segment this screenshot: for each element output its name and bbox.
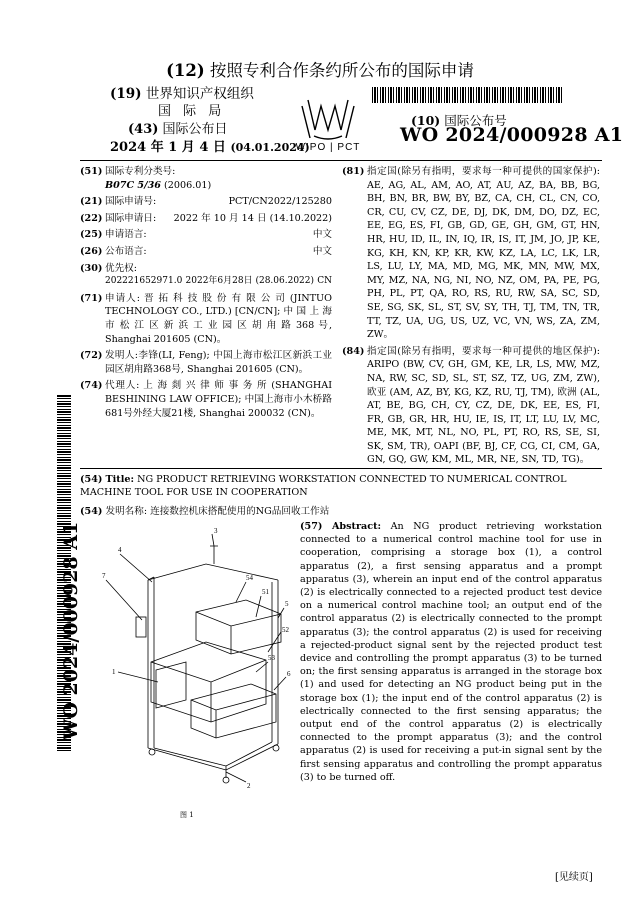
titles-block (80, 473, 602, 518)
side-publication-number: WO 2024/000928 A1 (60, 521, 82, 740)
field-30: (30) 优先权: 202221652971.0 2022年6月28日 (28.06.2022) CN (80, 262, 332, 287)
svg-text:51: 51 (262, 588, 269, 596)
svg-text:2: 2 (247, 782, 251, 790)
publication-number: WO 2024/000928 A1 (400, 124, 624, 146)
svg-text:6: 6 (287, 670, 291, 678)
title-en: (54) Title: NG PRODUCT RETRIEVING WORKSTATION CONNECTED TO NUMERICAL CONTROL MACHINE TOOL FOR USE IN COOPERATION (80, 474, 567, 498)
field-25: (25) 申请语言: 中文 (80, 229, 332, 241)
field-26: (26) 公布语言: 中文 (80, 245, 332, 257)
field-81: (81) 指定国(除另有指明，要求每一种可提供的国家保护): AE, AG, AL, AM, AO, AT, AU, AZ, BA, BB, BG, BH, BN, BR, BW, BY, BZ, CA, CH, CL, CN, CO, CR, CU, CV, CZ, DE, DJ, DK, DM, DO, DZ, EC, EE, EG, ES, FI, GB, GD, GE, GH, GM, GT, HN, HR, HU, ID, IL, IN, IQ, IR, IS, IT, JM, JO, JP, KE, KG, KH, KN, KP, KR, KW, KZ, LA, LC, LK, LR, LS, LU, LY, MA, MD, MG, MK, MN, MW, MX, MY, MZ, NA, NG, NI, NO, NZ, OM, PA, PE, PG, PH, PL, PT, QA, RO, RS, RU, RW, SA, SC, SD, SE, SG, SK, SL, ST, SV, SY, TH, TJ, TM, TN, TR, TT, TZ, UA, UG, US, UZ, VC, VN, WS, ZA, ZM, ZW。 (342, 166, 600, 341)
svg-text:3: 3 (214, 527, 218, 535)
svg-text:52: 52 (282, 626, 289, 634)
bibliographic-right-column (342, 165, 600, 470)
svg-text:1: 1 (112, 668, 116, 676)
continued-note: [见续页] (555, 872, 593, 883)
field-21: (21) 国际申请号: PCT/CN2022/125280 (80, 196, 332, 208)
organization-block: (19) 世界知识产权组织 国 际 局 (110, 86, 254, 119)
publication-number-label: (10) 国际公布号 (411, 113, 507, 128)
svg-text:WIPO | PCT: WIPO | PCT (295, 142, 361, 152)
field-71: (71) 申请人: 晋 拓 科 技 股 份 有 限 公 司 (JINTUO TECHNOLOGY CO., LTD.) [CN/CN]; 中 国 上 海 市 松 江 区 新 浜 工 业 园 区 胡 甪 路 368 号, Shanghai 201605 (CN)。 (80, 292, 332, 345)
field-51: (51) 国际专利分类号: B07C 5/36 (2006.01) (80, 166, 212, 191)
svg-text:7: 7 (102, 572, 106, 580)
title-cn: (54) 发明名称: 连接数控机床搭配使用的NG品回收工作站 (80, 506, 330, 517)
field-84: (84) 指定国(除另有指明，要求每一种可提供的地区保护): ARIPO (BW, CV, GH, GM, KE, LR, LS, MW, MZ, NA, RW, SC, SD, SL, ST, SZ, TZ, UG, ZM, ZW), 欧亚 (AM, AZ, BY, KG, KZ, RU, TJ, TM), 欧洲 (AL, AT, BE, BG, CH, CY, CZ, DE, DK, EE, ES, FI, FR, GB, GR, HR, HU, IE, IS, IT, LT, LU, LV, MC, ME, MK, MT, NL, NO, PL, PT, RO, RS, SE, SI, SK, SM, TR), OAPI (BF, BJ, CF, CG, CI, CM, GA, GN, GQ, GW, KM, ML, MR, NE, SN, TD, TG)。 (342, 345, 600, 466)
titles-divider (80, 468, 602, 469)
svg-text:53: 53 (268, 654, 275, 662)
bibliographic-left-column (80, 165, 332, 423)
svg-text:5: 5 (285, 600, 289, 608)
figure-1-drawing (96, 522, 296, 822)
abstract: (57) Abstract: An NG product retrieving workstation connected to a numerical control machine tool for use in cooperation, comprising a storage box (1), a control apparatus (2), a first sensing apparatus and a prompt apparatus (3), wherein an input end of the control apparatus (2) is electrically connected to a rejected product test device on a numerical control machine tool; an output end of the control apparatus (2) is electrically connected to the prompt apparatus (3); the control apparatus (2) is used for receiving a rejected-product signal sent by the rejected product test device and controlling the prompt apparatus (3) to be turned on; the first sensing apparatus is arranged in the storage box (1) and used for detecting an NG product being put in the storage box (1); the input end of the control apparatus (2) is electrically connected to the first sensing apparatus; the output end of the control apparatus (2) is electrically connected to the prompt apparatus (3); and the control apparatus (2) is used for receiving a put-in signal sent by the first sensing apparatus and controlling the prompt apparatus (3) to be turned off. (300, 521, 602, 783)
field-22: (22) 国际申请日: 2022 年 10 月 14 日 (14.10.2022) (80, 212, 332, 224)
field-72: (72) 发明人:李锋(LI, Feng); 中国上海市松江区新浜工业园区胡甪路368号, Shanghai 201605 (CN)。 (80, 350, 332, 375)
svg-text:4: 4 (118, 546, 122, 554)
figure-caption: 图 1 (180, 811, 194, 819)
document-title: (12) 按照专利合作条约所公布的国际申请 (166, 61, 474, 80)
svg-text:54: 54 (246, 574, 253, 582)
header-divider (80, 160, 602, 161)
field-74: (74) 代理人: 上 海 剡 兴 律 师 事 务 所 (SHANGHAI BESHINING LAW OFFICE); 中国上海市小木桥路681号外经大厦21楼, Shanghai 200032 (CN)。 (80, 380, 332, 419)
barcode-top (372, 87, 564, 103)
publication-date-block: (43) 国际公布日 2024 年 1 月 4 日 (04.01.2024) (110, 122, 310, 155)
